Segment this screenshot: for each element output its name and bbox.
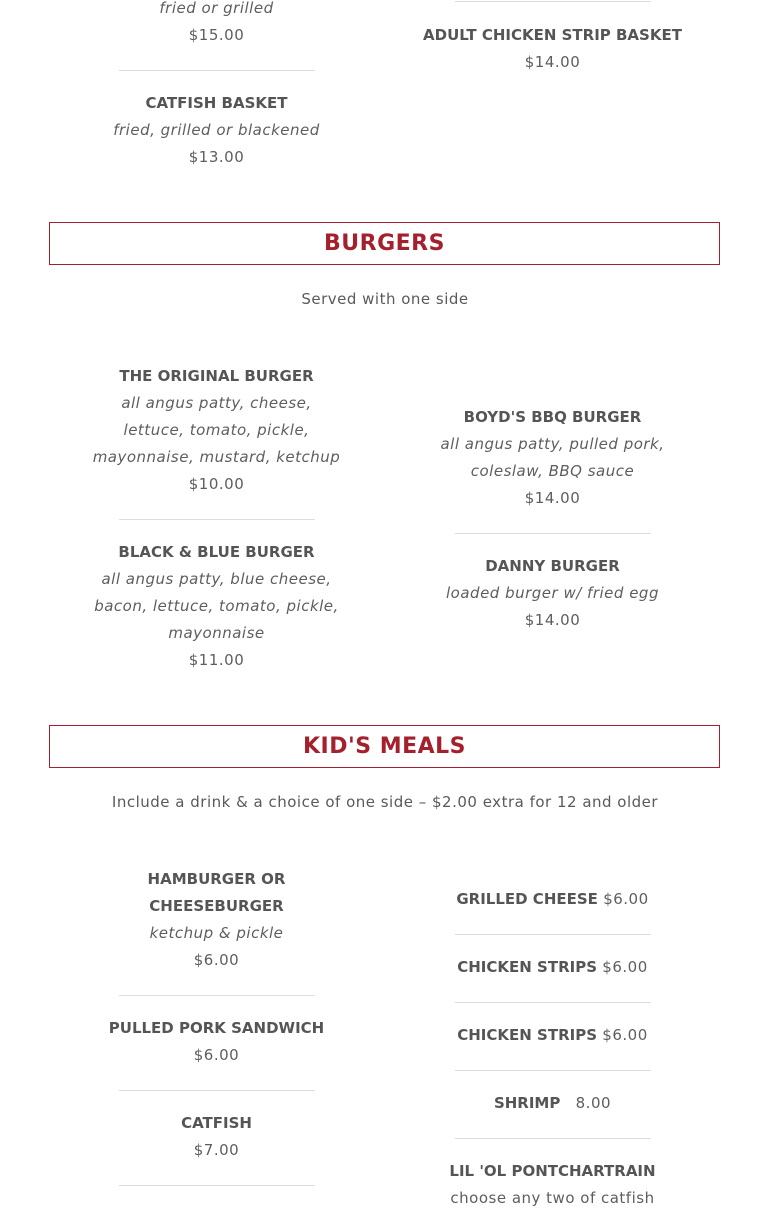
section-title: KID'S MEALS: [302, 734, 467, 759]
divider: [455, 934, 651, 935]
item-name: CHEESEBURGER: [149, 897, 284, 915]
item-price: $7.00: [193, 1141, 240, 1159]
item-description: loaded burger w/ fried egg: [446, 584, 659, 602]
divider: [119, 1185, 315, 1186]
item-name: ADULT CHICKEN STRIP BASKET: [423, 26, 682, 44]
item-name: BLACK & BLUE BURGER: [118, 543, 315, 561]
item-description: fried, grilled or blackened: [113, 121, 320, 139]
menu-item-lil-ol-pontchartrain: [420, 1158, 685, 1212]
item-name: CHICKEN STRIPS: [457, 958, 598, 976]
item-price: $14.00: [524, 53, 581, 71]
section-header-burgers: [49, 222, 720, 265]
menu-item-chicken-strips: [420, 954, 685, 981]
menu-item-catfish-basket: [100, 90, 333, 171]
item-description: all angus patty, blue cheese,: [101, 570, 332, 588]
item-price: $13.00: [188, 148, 245, 166]
item-description: choose any two of catfish: [450, 1189, 655, 1207]
item-description: lettuce, tomato, pickle,: [123, 421, 310, 439]
item-price: $6.00: [193, 1046, 240, 1064]
item-name: PULLED PORK SANDWICH: [108, 1019, 325, 1037]
menu-item-shrimp: [420, 1090, 685, 1117]
item-description: fried or grilled: [159, 0, 274, 17]
item-description: bacon, lettuce, tomato, pickle,: [94, 597, 339, 615]
divider: [455, 1, 651, 2]
item-description: coleslaw, BBQ sauce: [470, 462, 635, 480]
item-name: LIL 'OL PONTCHARTRAIN: [449, 1162, 656, 1180]
item-description: mayonnaise: [168, 624, 265, 642]
section-subtitle: Include a drink & a choice of one side – $2.00 extra for 12 and older: [111, 793, 659, 811]
divider: [119, 995, 315, 996]
divider: [455, 1070, 651, 1071]
menu-item-original-burger: [92, 363, 341, 498]
item-price: $6.00: [193, 951, 240, 969]
menu-item-hamburger-cheeseburger: [100, 866, 333, 974]
item-name: CATFISH BASKET: [145, 94, 288, 112]
item-name: BOYD'S BBQ BURGER: [463, 408, 642, 426]
menu-item-adult-chicken-strip-basket: [420, 22, 685, 76]
item-description: mayonnaise, mustard, ketchup: [92, 448, 341, 466]
item-price: $15.00: [188, 26, 245, 44]
section-title: BURGERS: [324, 231, 445, 256]
divider: [455, 1002, 651, 1003]
section-subtitle: Served with one side: [301, 290, 469, 308]
item-description: all angus patty, cheese,: [121, 394, 312, 412]
item-name: CHICKEN STRIPS: [457, 1026, 598, 1044]
menu-item-danny-burger: [420, 553, 685, 634]
item-price: $6.00: [602, 1026, 648, 1044]
item-price: 8.00: [575, 1094, 612, 1112]
section-header-kids-meals: [49, 725, 720, 768]
divider: [455, 1138, 651, 1139]
item-name: THE ORIGINAL BURGER: [119, 367, 314, 385]
divider: [119, 1090, 315, 1091]
menu-item-grilled-cheese: [420, 886, 685, 913]
menu-item-catfish: [100, 1110, 333, 1164]
menu-item-boyds-bbq-burger: [420, 404, 685, 512]
item-price: $6.00: [603, 890, 649, 908]
item-price: $11.00: [188, 651, 245, 669]
item-name: CATFISH: [181, 1114, 252, 1132]
item-price: $10.00: [188, 475, 245, 493]
divider: [119, 70, 315, 71]
item-description: ketchup & pickle: [149, 924, 284, 942]
item-name: SHRIMP: [493, 1094, 561, 1112]
item-price: $6.00: [602, 958, 648, 976]
menu-item-chicken-strips: [420, 1022, 685, 1049]
menu-item-black-blue-burger: [92, 539, 341, 674]
item-name: DANNY BURGER: [485, 557, 620, 575]
menu-item-pulled-pork-sandwich: [100, 1015, 333, 1069]
menu-item: [100, 0, 333, 49]
item-description: all angus patty, pulled pork,: [440, 435, 665, 453]
item-price: $14.00: [524, 611, 581, 629]
item-name: GRILLED CHEESE: [456, 890, 598, 908]
divider: [119, 519, 315, 520]
item-price: $14.00: [524, 489, 581, 507]
item-name: HAMBURGER OR: [147, 870, 286, 888]
divider: [455, 533, 651, 534]
